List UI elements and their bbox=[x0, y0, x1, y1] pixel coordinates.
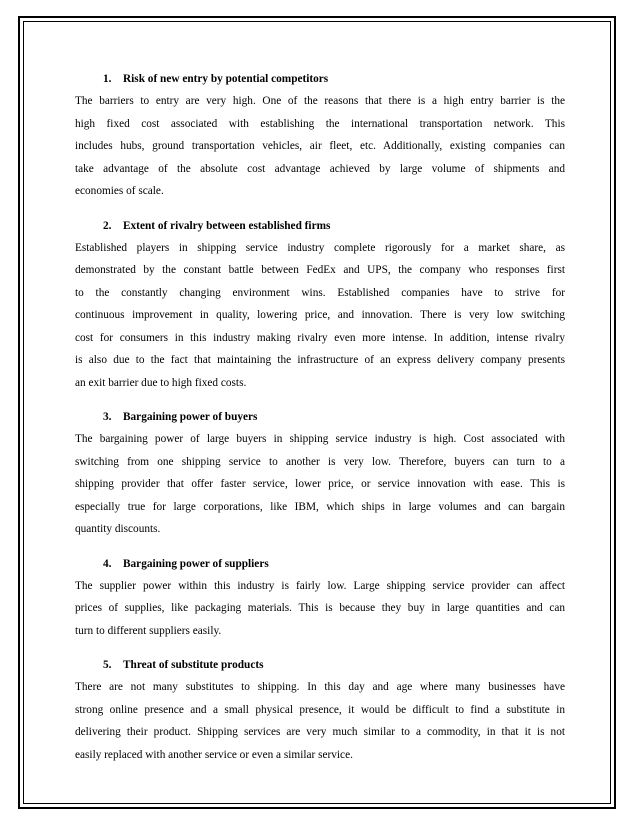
paragraph-line: an exit barrier due to high fixed costs. bbox=[75, 376, 247, 389]
section-spacer bbox=[75, 541, 565, 553]
section-heading bbox=[103, 654, 565, 676]
section-spacer bbox=[75, 642, 565, 654]
section-heading bbox=[103, 68, 565, 90]
section-number: 2. bbox=[103, 219, 112, 232]
section-title: Threat of substitute products bbox=[123, 659, 264, 671]
section-5 bbox=[75, 654, 565, 766]
paragraph-line: quantity discounts. bbox=[75, 523, 161, 535]
paragraph-line: high fixed cost associated with establishing the international transportation network. This bbox=[75, 117, 565, 130]
paragraph-line: shipping provider that offer faster service, lower price, or service innovation with ease. This is bbox=[75, 478, 565, 490]
document-body bbox=[75, 68, 565, 766]
section-2 bbox=[75, 215, 565, 395]
paragraph-line: demonstrated by the constant battle between FedEx and UPS, the company who responses first bbox=[75, 264, 565, 276]
paragraph-line: switching from one shipping service to another is very low. Therefore, buyers can turn to a bbox=[75, 455, 565, 468]
paragraph-line: to the constantly changing environment wins. Established companies have to strive for bbox=[75, 286, 565, 299]
paragraph-line: includes hubs, ground transportation vehicles, air fleet, etc. Additionally, existing companies can bbox=[75, 140, 565, 152]
section-heading bbox=[103, 215, 565, 237]
section-title: Risk of new entry by potential competitors bbox=[123, 73, 329, 85]
paragraph-line: The supplier power within this industry is fairly low. Large shipping service provider can affect bbox=[75, 579, 565, 592]
section-heading bbox=[103, 406, 565, 428]
section-spacer bbox=[75, 203, 565, 215]
section-3 bbox=[75, 406, 565, 541]
paragraph-line: take advantage of the absolute cost advantage achieved by large volume of shipments and bbox=[75, 162, 565, 175]
paragraph-line: The bargaining power of large buyers in shipping service industry is high. Cost associated with bbox=[75, 433, 565, 445]
paragraph-line: economies of scale. bbox=[75, 185, 164, 197]
paragraph-line: The barriers to entry are very high. One of the reasons that there is a high entry barrier is the bbox=[75, 95, 565, 107]
paragraph-line: delivering their product. Shipping services are very much similar to a commodity, in that it is not bbox=[75, 726, 565, 738]
paragraph-line: is also due to the fact that maintaining the infrastructure of an express delivery company presents bbox=[75, 354, 565, 366]
section-number: 1. bbox=[103, 73, 112, 85]
paragraph-line: Established players in shipping service industry complete rigorously for a market share, as bbox=[75, 241, 565, 254]
paragraph-line: prices of supplies, like packaging materials. This is because they buy in large quantities and can bbox=[75, 602, 565, 614]
section-title: Bargaining power of suppliers bbox=[123, 557, 269, 570]
section-title: Bargaining power of buyers bbox=[123, 411, 258, 423]
paragraph-line: especially true for large corporations, like IBM, which ships in large volumes and can bargain bbox=[75, 500, 565, 513]
section-spacer bbox=[75, 394, 565, 406]
section-number: 3. bbox=[103, 411, 112, 423]
paragraph-line: continuous improvement in quality, lowering price, and innovation. There is very low switching bbox=[75, 309, 565, 321]
paragraph-line: cost for consumers in this industry making rivalry even more intense. In addition, intense rivalry bbox=[75, 331, 565, 344]
paragraph-line: There are not many substitutes to shipping. In this day and age where many businesses have bbox=[75, 681, 565, 693]
section-number: 4. bbox=[103, 557, 112, 570]
section-title: Extent of rivalry between established firms bbox=[123, 219, 331, 232]
section-4 bbox=[75, 553, 565, 643]
section-heading bbox=[103, 553, 565, 575]
paragraph-line: strong online presence and a small physical presence, it would be difficult to find a substitute in bbox=[75, 703, 565, 716]
paragraph-line: easily replaced with another service or even a similar service. bbox=[75, 748, 353, 761]
section-1 bbox=[75, 68, 565, 203]
section-number: 5. bbox=[103, 659, 112, 671]
paragraph-line: turn to different suppliers easily. bbox=[75, 624, 222, 637]
